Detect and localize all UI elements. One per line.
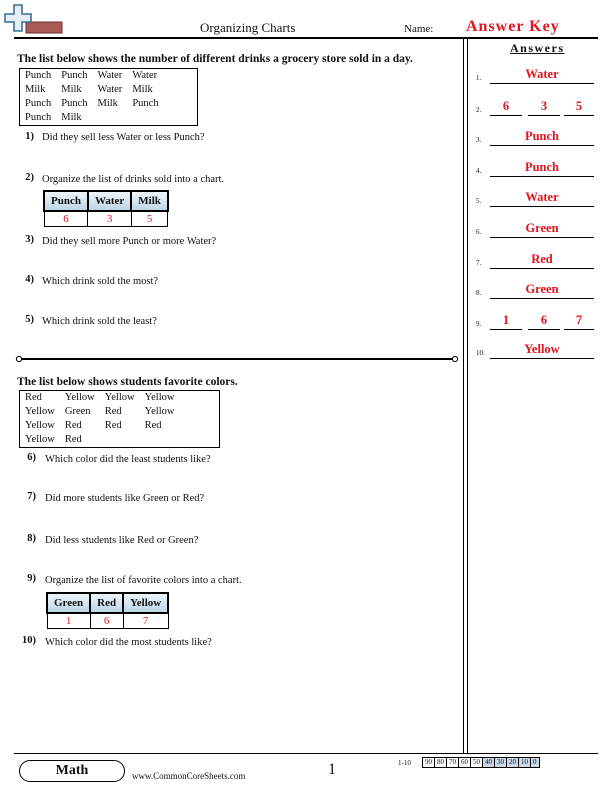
answer-line: [490, 358, 594, 359]
list-cell: Water: [132, 70, 158, 81]
score-range-label: 1-10: [398, 759, 411, 767]
question-3-text: Did they sell more Punch or more Water?: [42, 236, 217, 247]
question-5-number: 5): [25, 314, 34, 325]
chart-header: Milk: [131, 191, 168, 211]
answer-number: 4.: [476, 167, 482, 175]
score-cell: 30: [495, 758, 507, 768]
answer-value: 1: [502, 313, 510, 327]
score-cell: 60: [459, 758, 471, 768]
answer-row: [476, 66, 594, 84]
list-item: [20, 97, 164, 111]
answer-number: 7.: [476, 259, 482, 267]
answer-number: 1.: [476, 74, 482, 82]
question-4-text: Which drink sold the most?: [42, 276, 159, 287]
list-cell: Milk: [132, 84, 153, 95]
header-rule: [14, 37, 598, 39]
answer-line: [490, 206, 594, 207]
list-cell: Water: [97, 70, 123, 81]
answer-row: [476, 281, 594, 299]
chart-value: 3: [88, 211, 131, 227]
page-number: 1: [328, 761, 336, 778]
list-item: [20, 83, 164, 97]
section-divider: [15, 350, 459, 358]
drinks-chart: [43, 190, 169, 227]
list-cell: [140, 433, 180, 447]
page-title: Organizing Charts: [200, 20, 296, 35]
chart-header: Water: [88, 191, 131, 211]
score-cell: 0: [531, 758, 540, 768]
answer-line: [564, 115, 594, 116]
chart-value: 7: [123, 613, 168, 629]
drinks-list: [19, 68, 198, 126]
answer-value: Red: [531, 252, 553, 266]
section-2-title: The list below shows students favorite colors.: [17, 376, 238, 388]
list-cell: [127, 111, 163, 125]
answer-number: 9.: [476, 320, 482, 328]
subject-badge: Math: [19, 760, 125, 782]
list-item: [20, 391, 179, 405]
score-cell: 20: [507, 758, 519, 768]
answers-title: Answers: [510, 41, 565, 55]
score-cell: 70: [447, 758, 459, 768]
score-cell: 40: [483, 758, 495, 768]
list-item: [20, 419, 179, 433]
answer-row: [476, 128, 594, 146]
answer-line: [564, 329, 594, 330]
footer-rule: [14, 753, 598, 754]
answer-line: [490, 268, 594, 269]
question-9-text: Organize the list of favorite colors into a chart.: [45, 575, 242, 586]
chart-header: Green: [47, 593, 90, 613]
list-cell: Punch: [25, 112, 52, 123]
list-cell: Milk: [25, 84, 46, 95]
list-cell: Milk: [61, 84, 82, 95]
list-cell: Yellow: [144, 406, 175, 417]
answer-row: [476, 159, 594, 177]
answer-value: Punch: [524, 129, 560, 143]
question-1-text: Did they sell less Water or less Punch?: [42, 132, 205, 143]
question-4-number: 4): [25, 274, 34, 285]
list-cell: Red: [104, 406, 122, 417]
answer-number: 2.: [476, 106, 482, 114]
question-7-number: 7): [27, 491, 36, 502]
chart-header: Red: [90, 593, 123, 613]
answer-value: Water: [525, 190, 559, 204]
answer-column-divider: [463, 38, 464, 753]
answer-number: 6.: [476, 228, 482, 236]
question-9-number: 9): [27, 573, 36, 584]
list-cell: Yellow: [64, 392, 95, 403]
answer-key-title: Answer Key: [466, 18, 560, 35]
list-cell: Red: [144, 420, 162, 431]
question-3-number: 3): [25, 234, 34, 245]
question-8-text: Did less students like Red or Green?: [45, 535, 199, 546]
answer-number: 8.: [476, 289, 482, 297]
score-cell: 80: [435, 758, 447, 768]
chart-value: 5: [131, 211, 168, 227]
list-cell: Red: [64, 434, 82, 445]
list-cell: Red: [64, 420, 82, 431]
list-cell: Milk: [97, 98, 118, 109]
answer-value: 3: [540, 99, 548, 113]
answer-number: 10.: [476, 349, 485, 357]
answer-value: 6: [502, 99, 510, 113]
colors-chart: [46, 592, 169, 629]
answer-value: Green: [525, 221, 559, 235]
name-label: Name:: [404, 23, 434, 35]
list-cell: [93, 111, 128, 125]
answer-line: [528, 115, 560, 116]
chart-header: Yellow: [123, 593, 168, 613]
chart-value: 6: [44, 211, 88, 227]
answer-row: [476, 98, 594, 116]
chart-header: Punch: [44, 191, 88, 211]
list-cell: Punch: [25, 70, 52, 81]
answer-value: Water: [525, 67, 559, 81]
answer-number: 3.: [476, 136, 482, 144]
answer-value: 7: [575, 313, 583, 327]
list-cell: Punch: [132, 98, 159, 109]
question-1-number: 1): [25, 131, 34, 142]
question-10-text: Which color did the most students like?: [45, 637, 212, 648]
answer-value: 5: [575, 99, 583, 113]
answer-row: [476, 220, 594, 238]
answer-row: [476, 251, 594, 269]
answer-row: [476, 312, 594, 330]
logo-icon: [4, 3, 64, 39]
colors-list: [19, 390, 220, 448]
answer-line: [490, 176, 594, 177]
chart-value: 6: [90, 613, 123, 629]
site-url: www.CommonCoreSheets.com: [132, 771, 246, 781]
answer-line: [490, 329, 522, 330]
list-cell: Milk: [61, 112, 82, 123]
list-cell: Punch: [25, 98, 52, 109]
section-1-title: The list below shows the number of different drinks a grocery store sold in a day.: [17, 53, 413, 65]
answer-value: Punch: [524, 160, 560, 174]
list-item: [20, 433, 179, 447]
answer-line: [490, 298, 594, 299]
answer-number: 5.: [476, 197, 482, 205]
score-cell: 90: [423, 758, 435, 768]
score-cell: 50: [471, 758, 483, 768]
question-6-text: Which color did the least students like?: [45, 454, 211, 465]
question-10-number: 10): [22, 635, 36, 646]
answer-value: 6: [540, 313, 548, 327]
list-cell: Yellow: [25, 420, 55, 431]
chart-value: 1: [47, 613, 90, 629]
list-cell: Punch: [61, 70, 88, 81]
list-cell: Red: [25, 392, 42, 403]
list-cell: [100, 433, 140, 447]
question-7-text: Did more students like Green or Red?: [45, 493, 205, 504]
question-5-text: Which drink sold the least?: [42, 316, 157, 327]
list-cell: Red: [104, 420, 122, 431]
answer-row: [476, 189, 594, 207]
question-6-number: 6): [27, 452, 36, 463]
list-cell: Yellow: [104, 392, 135, 403]
answer-line: [490, 237, 594, 238]
list-cell: Yellow: [144, 392, 175, 403]
question-2-text: Organize the list of drinks sold into a chart.: [42, 174, 225, 185]
list-cell: Green: [64, 406, 91, 417]
score-table: [422, 757, 540, 768]
list-item: [20, 69, 164, 83]
answer-line: [490, 83, 594, 84]
score-cell: 10: [519, 758, 531, 768]
list-item: [20, 405, 179, 419]
answer-value: Green: [525, 282, 559, 296]
answer-value: Yellow: [524, 342, 560, 356]
list-cell: Water: [97, 84, 123, 95]
list-item: [20, 111, 164, 125]
answer-line: [490, 145, 594, 146]
question-2-number: 2): [25, 172, 34, 183]
answer-column-divider: [467, 38, 468, 753]
answer-row: [476, 341, 594, 359]
list-cell: Yellow: [25, 434, 55, 445]
answer-line: [528, 329, 560, 330]
answer-line: [490, 115, 522, 116]
list-cell: Punch: [61, 98, 88, 109]
question-8-number: 8): [27, 533, 36, 544]
list-cell: Yellow: [25, 406, 55, 417]
